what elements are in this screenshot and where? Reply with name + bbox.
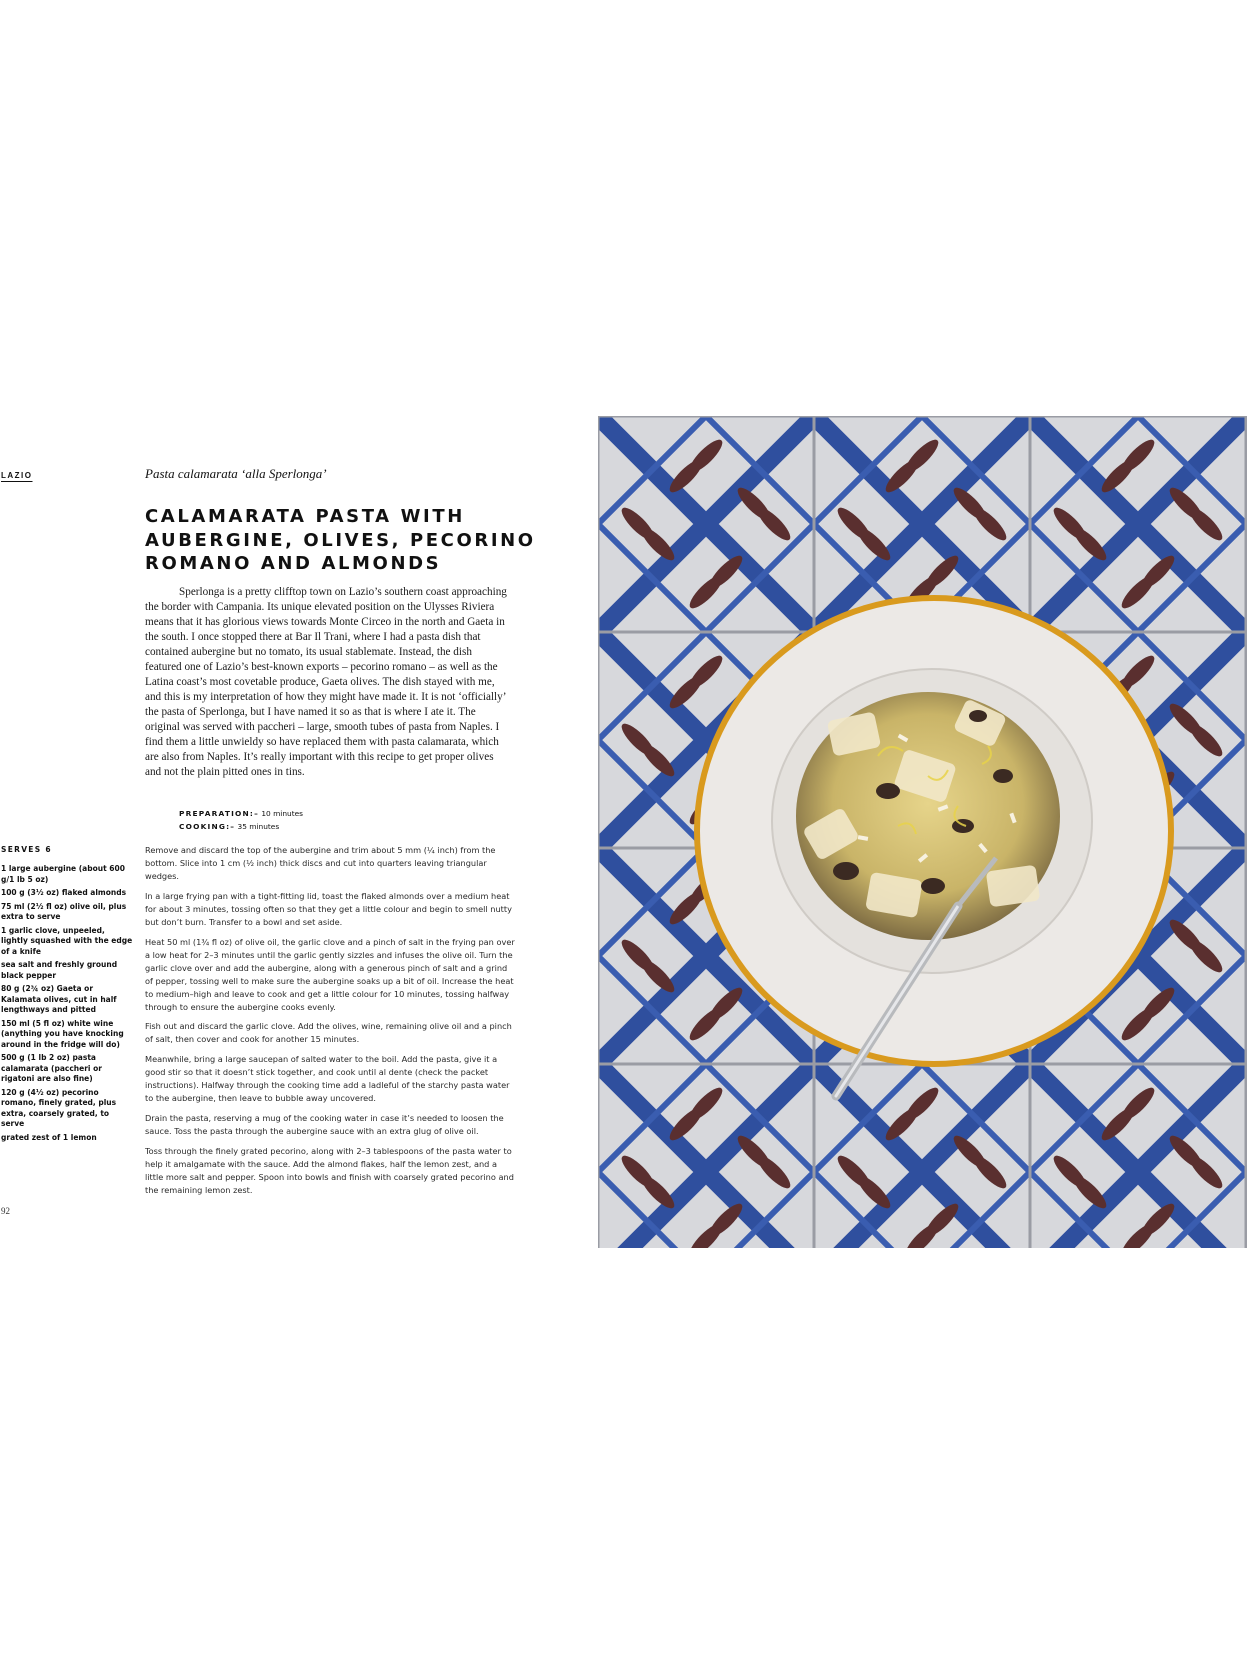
food-photo-illustration — [598, 416, 1247, 1248]
ingredient-item: grated zest of 1 lemon — [1, 1132, 97, 1142]
method-step: In a large frying pan with a tight-fitting lid, toast the flaked almonds over a medium heat for about 3 minutes, tossing often so that they get a little colour and begin to smell nutty but don’t burn. Transfer to a bowl and set aside. — [145, 890, 512, 927]
section-label: LAZIO — [1, 471, 33, 480]
ingredient-item: 75 ml (2½ fl oz) olive oil, plus extra to serve — [1, 901, 127, 921]
food-photo — [598, 416, 1247, 1248]
intro-paragraph: Sperlonga is a pretty clifftop town on Lazio’s southern coast approaching the border with Campania. Its unique elevated position on the Ulysses Riviera means that it has glorious views towards Monte Circeo in the north and Gaeta in the south. I once stopped there at Bar Il Trani, where I had a pasta dish that contained aubergine but no tomato, its usual stablemate. Instead, the dish featured one of Lazio’s best-known exports – pecorino romano – as well as the Latina coast’s most covetable produce, Gaeta olives. The dish stayed with me, and this is my interpretation of how they might have made it. It is not ‘officially’ the pasta of Sperlonga, but I have named it so as that is where I ate it. The original was served with paccheri – large, smooth tubes of pasta from Naples. I find them a little unwieldy so have replaced them with pasta calamarata, which are also from Naples. It’s really important with this recipe to get proper olives and not the plain pitted ones in tins. — [145, 586, 507, 778]
ingredient-item: 1 garlic clove, unpeeled, lightly squashed with the edge of a knife — [1, 925, 133, 956]
recipe-times — [179, 807, 303, 833]
cooking-value: 35 minutes — [237, 822, 280, 831]
method-step: Fish out and discard the garlic clove. Add the olives, wine, remaining olive oil and a pinch of salt, then cover and cook for another 15 minutes. — [145, 1021, 512, 1045]
method-step: Meanwhile, bring a large saucepan of salted water to the boil. Add the pasta, give it a good stir so that it doesn’t stick together, and cook until al dente (check the packet instructions). Halfway through the cooking time add a ladleful of the starchy pasta water to the aubergine, then leave to bubble away uncovered. — [145, 1054, 510, 1104]
cooking-time — [179, 820, 303, 833]
recipe-title: CALAMARATA PASTA WITH AUBERGINE, OLIVES, PECORINO ROMANO AND ALMONDS — [145, 506, 536, 574]
ingredients-list — [1, 864, 133, 1146]
ingredient-item: 80 g (2¾ oz) Gaeta or Kalamata olives, cut in half lengthways and pitted — [1, 984, 117, 1014]
preparation-time — [179, 807, 303, 820]
method-step: Heat 50 ml (1¾ fl oz) of olive oil, the garlic clove and a pinch of salt in the frying pan over a low heat for 2–3 minutes until the garlic gently sizzles and infuses the olive oil. Turn the garlic clove over and add the aubergine, along with a generous pinch of salt and a grind of pepper, tossing well to make sure the aubergine soaks up a bit of oil. Increase the heat to medium–high and leave to cook and get a little colour for 10 minutes, tossing halfway through to ensure the aubergine cooks evenly. — [145, 936, 515, 1012]
method-step: Remove and discard the top of the aubergine and trim about 5 mm (¼ inch) from the bottom. Slice into 1 cm (½ inch) thick discs and cut into quarters leaving triangular wedges. — [145, 845, 496, 881]
method-step: Drain the pasta, reserving a mug of the cooking water in case it’s needed to loosen the sauce. Toss the pasta through the aubergine sauce with an extra glug of olive oil. — [145, 1112, 504, 1136]
ingredient-item: 150 ml (5 fl oz) white wine (anything you have knocking around in the fridge will do) — [1, 1018, 124, 1049]
method-step: Toss through the finely grated pecorino, along with 2–3 tablespoons of the pasta water to help it amalgamate with the sauce. Add the almond flakes, half the lemon zest, and a little more salt and pepper. Spoon into bowls and finish with coarsely grated pecorino and the remaining lemon zest. — [145, 1145, 514, 1195]
ingredient-item: 1 large aubergine (about 600 g/1 lb 5 oz) — [1, 864, 125, 884]
page-number: 92 — [1, 1206, 10, 1216]
ingredient-item: 500 g (1 lb 2 oz) pasta calamarata (paccheri or rigatoni are also fine) — [1, 1053, 102, 1083]
serves-label: SERVES 6 — [1, 845, 52, 854]
ingredient-item: 120 g (4½ oz) pecorino romano, finely grated, plus extra, coarsely grated, to serve — [1, 1087, 117, 1128]
italian-title: Pasta calamarata ‘alla Sperlonga’ — [145, 466, 327, 481]
ingredient-item: sea salt and freshly ground black pepper — [1, 960, 118, 980]
cooking-label: COOKING:– — [179, 822, 236, 831]
preparation-value: 10 minutes — [261, 809, 303, 818]
method-steps — [145, 844, 517, 1204]
preparation-label: PREPARATION:– — [179, 809, 259, 818]
ingredient-item: 100 g (3½ oz) flaked almonds — [1, 888, 127, 897]
